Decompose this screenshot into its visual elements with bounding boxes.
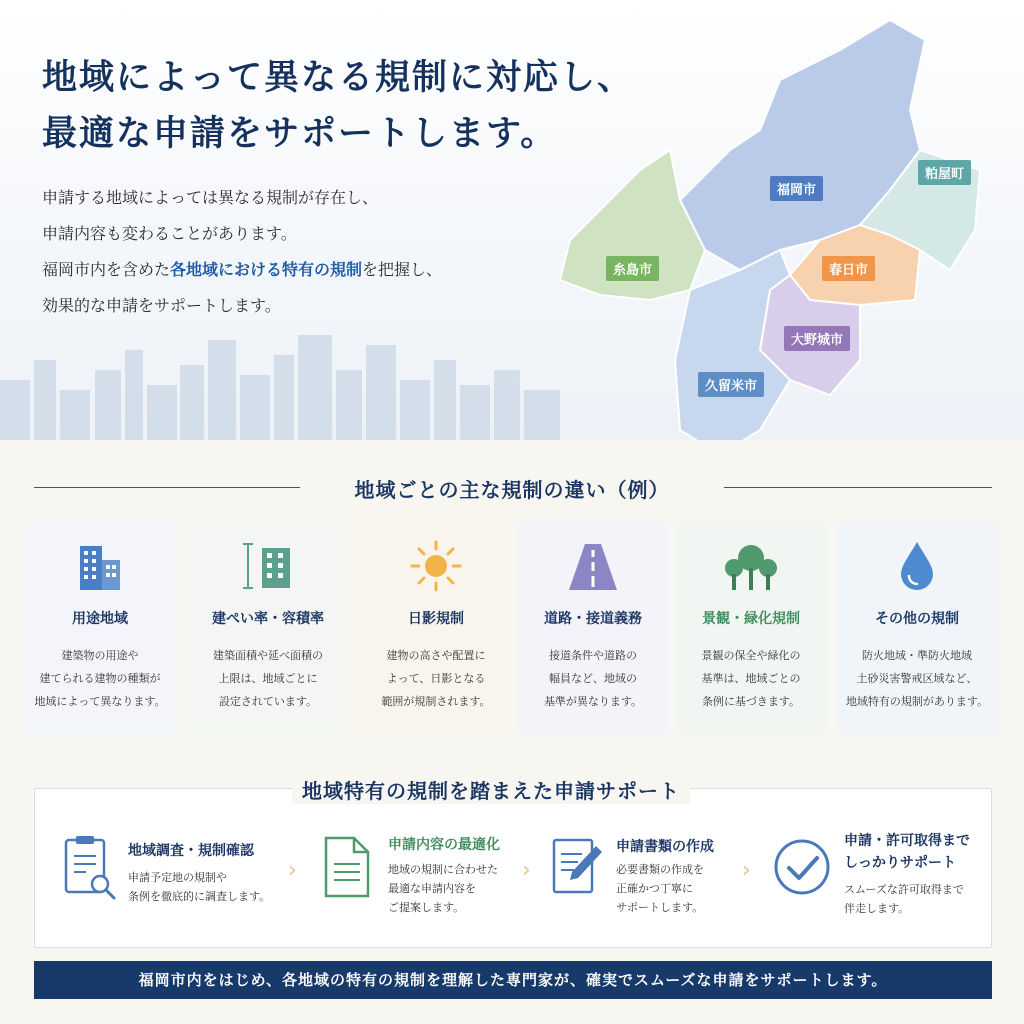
clipboard-search-icon xyxy=(62,832,118,902)
step-desc-line: 申請予定地の規制や xyxy=(128,871,227,884)
step-title-line: しっかりサポート xyxy=(844,855,956,871)
building-height-icon xyxy=(192,538,344,594)
card-description xyxy=(840,644,994,713)
hero-title-line1: 地域によって異なる規制に対応し、 xyxy=(42,57,635,98)
card-desc-line: よって、日影となる xyxy=(386,672,486,685)
regulation-card-zoning xyxy=(24,522,176,734)
regulation-card-road xyxy=(517,522,669,734)
map-label-itoshima: 糸島市 xyxy=(606,256,659,281)
card-title: 日影規制 xyxy=(408,611,464,627)
footer-banner: 福岡市内をはじめ、各地域の特有の規制を理解した専門家が、確実でスムーズな申請をサポートします。 xyxy=(34,961,992,999)
chevron-right-icon: › xyxy=(522,858,531,883)
support-step-optimize xyxy=(322,830,532,930)
road-icon xyxy=(517,538,669,594)
document-pen-icon xyxy=(550,832,606,902)
hero-title xyxy=(42,50,662,162)
step-desc-line: スムーズな許可取得まで xyxy=(844,883,964,896)
card-desc-line: 条例に基づきます。 xyxy=(701,695,801,708)
map-label-kurume: 久留米市 xyxy=(698,372,764,397)
card-desc-line: 基準は、地域ごとの xyxy=(701,672,801,685)
hero-body-line3-pre: 福岡市内を含めた xyxy=(42,260,171,279)
card-desc-line: 建てられる建物の種類が xyxy=(39,672,161,685)
building-icon xyxy=(24,538,176,594)
document-icon xyxy=(322,832,378,902)
map-label-kasuga: 春日市 xyxy=(822,256,875,281)
hero-description xyxy=(42,180,562,324)
step-desc-line: サポートします。 xyxy=(616,901,704,914)
step-desc-line: 最適な申請内容を xyxy=(388,882,476,895)
hero-body-line4: 効果的な申請をサポートします。 xyxy=(42,296,281,315)
card-title: 道路・接道義務 xyxy=(544,611,642,627)
step-desc-line: 正確かつ丁寧に xyxy=(616,882,693,895)
step-description xyxy=(388,860,498,917)
regulation-card-shadow xyxy=(360,522,512,734)
card-title: 建ぺい率・容積率 xyxy=(212,611,324,627)
step-description xyxy=(844,880,964,918)
step-desc-line: 条例を徹底的に調査します。 xyxy=(128,890,271,903)
map-label-onojo: 大野城市 xyxy=(784,326,850,351)
hero-body-line3 xyxy=(42,252,562,288)
step-title: 申請内容の最適化 xyxy=(388,837,500,853)
card-desc-line: 土砂災害警戒区域など、 xyxy=(856,672,978,685)
card-title: その他の規制 xyxy=(875,611,959,627)
sun-icon xyxy=(360,538,512,594)
card-description xyxy=(196,644,340,713)
card-description xyxy=(364,644,508,713)
map-label-kasuya: 粕屋町 xyxy=(918,160,971,185)
step-title xyxy=(844,830,970,874)
map-label-fukuoka: 福岡市 xyxy=(770,176,823,201)
water-drop-icon xyxy=(836,538,998,594)
card-desc-line: 設定されています。 xyxy=(218,695,318,708)
card-title: 用途地域 xyxy=(72,611,128,627)
trees-icon xyxy=(675,538,827,594)
card-title: 景観・緑化規制 xyxy=(702,611,800,627)
step-title: 地域調査・規制確認 xyxy=(128,843,254,859)
card-desc-line: 基準が異なります。 xyxy=(543,695,643,708)
step-description xyxy=(128,868,270,906)
section-divider-right xyxy=(724,487,992,488)
card-description xyxy=(28,644,172,713)
regulation-card-coverage-ratio xyxy=(192,522,344,734)
card-desc-line: 地域特有の規制があります。 xyxy=(845,695,989,708)
regulations-section-title: 地域ごとの主な規制の違い（例） xyxy=(354,478,670,502)
step-desc-line: ご提案します。 xyxy=(388,901,465,914)
step-description xyxy=(616,860,704,917)
chevron-right-icon: › xyxy=(742,858,751,883)
support-step-approval xyxy=(772,830,982,930)
card-desc-line: 建築面積や延べ面積の xyxy=(213,649,323,662)
card-desc-line: 地域によって異なります。 xyxy=(34,695,166,708)
card-desc-line: 建物の高さや配置に xyxy=(386,649,486,662)
step-title-line: 申請・許可取得まで xyxy=(844,833,970,849)
chevron-right-icon: › xyxy=(288,858,297,883)
hero-body-line2: 申請内容も変わることがあります。 xyxy=(42,224,297,243)
card-desc-line: 景観の保全や緑化の xyxy=(701,649,801,662)
hero-body-highlight: 各地域における特有の規制 xyxy=(170,260,363,279)
card-desc-line: 防火地域・準防火地域 xyxy=(862,649,972,662)
hero-title-line2: 最適な申請をサポートします。 xyxy=(42,113,558,154)
step-desc-line: 必要書類の作成を xyxy=(616,863,704,876)
hero-body-line1: 申請する地域によっては異なる規制が存在し、 xyxy=(42,188,379,207)
step-title: 申請書類の作成 xyxy=(616,839,714,855)
card-desc-line: 建築物の用途や xyxy=(61,649,139,662)
support-step-documents xyxy=(550,830,750,930)
card-description xyxy=(521,644,665,713)
hero-section xyxy=(0,0,1024,440)
card-desc-line: 上限は、地域ごとに xyxy=(218,672,318,685)
support-section-title: 地域特有の規制を踏まえた申請サポート xyxy=(292,775,690,804)
check-circle-icon xyxy=(772,832,834,902)
city-skyline-illustration xyxy=(0,330,560,440)
support-step-research xyxy=(62,830,292,930)
card-desc-line: 接道条件や道路の xyxy=(549,649,637,662)
regulation-card-landscape xyxy=(675,522,827,734)
regulation-card-other xyxy=(836,522,998,734)
card-description xyxy=(679,644,823,713)
hero-body-line3-post: を把握し、 xyxy=(362,260,443,279)
card-desc-line: 範囲が規制されます。 xyxy=(381,695,491,708)
card-desc-line: 幅員など、地域の xyxy=(549,672,637,685)
step-desc-line: 地域の規制に合わせた xyxy=(388,863,498,876)
step-desc-line: 伴走します。 xyxy=(844,902,910,915)
